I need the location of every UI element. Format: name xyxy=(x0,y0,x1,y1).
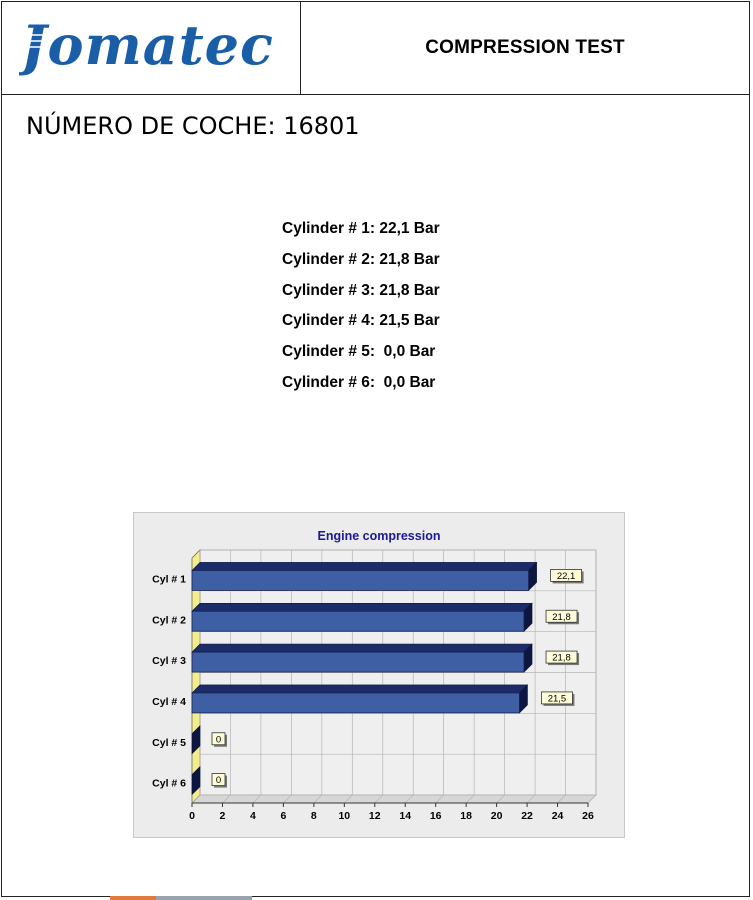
y-category-label: Cyl # 3 xyxy=(152,655,186,668)
x-tick-label: 18 xyxy=(460,810,472,822)
bottom-strip-orange xyxy=(110,896,156,900)
chart-floor xyxy=(192,795,596,803)
y-category-label: Cyl # 6 xyxy=(152,777,186,790)
chart-title: Engine compression xyxy=(317,529,441,543)
x-tick-label: 4 xyxy=(250,810,256,822)
bar xyxy=(192,611,524,631)
data-label: 0 xyxy=(215,775,222,787)
x-tick-label: 10 xyxy=(338,810,351,822)
document-page xyxy=(1,1,750,897)
data-label: 21,8 xyxy=(552,611,571,623)
cylinder-reading-2: Cylinder # 2: 21,8 Bar xyxy=(282,250,440,268)
data-label: 0 xyxy=(215,734,222,746)
y-category-label: Cyl # 1 xyxy=(152,573,186,586)
bar-top xyxy=(192,562,537,570)
bottom-strip-gray xyxy=(156,896,252,900)
cylinder-reading-1: Cylinder # 1: 22,1 Bar xyxy=(282,220,440,237)
bar-top xyxy=(192,685,527,693)
logo-wordmark: Jomatec xyxy=(21,13,274,77)
x-tick-label: 24 xyxy=(551,810,564,822)
y-category-label: Cyl # 4 xyxy=(152,695,186,708)
x-tick-label: 26 xyxy=(582,810,594,822)
compression-chart-svg xyxy=(134,513,624,837)
x-tick-label: 22 xyxy=(521,810,533,822)
data-label: 21,5 xyxy=(547,693,567,705)
x-tick-label: 0 xyxy=(189,810,195,822)
data-label: 21,8 xyxy=(552,652,571,664)
document-header xyxy=(2,2,749,95)
jomatec-logo xyxy=(19,12,294,78)
x-tick-label: 8 xyxy=(310,810,317,822)
title-cell xyxy=(301,2,749,94)
cylinder-reading-5: Cylinder # 5: 0,0 Bar xyxy=(282,343,436,361)
x-tick-label: 6 xyxy=(280,810,287,822)
bar xyxy=(192,693,519,713)
x-tick-label: 20 xyxy=(490,810,503,822)
x-tick-label: 12 xyxy=(368,810,381,822)
y-category-label: Cyl # 5 xyxy=(152,736,186,749)
cylinder-reading-6: Cylinder # 6: 0,0 Bar xyxy=(282,373,436,391)
cylinder-reading-4: Cylinder # 4: 21,5 Bar xyxy=(282,312,440,330)
bar xyxy=(192,570,529,590)
cylinder-readings xyxy=(282,218,440,403)
bar-top xyxy=(192,644,532,652)
cylinder-reading-3: Cylinder # 3: 21,8 Bar xyxy=(282,281,440,299)
car-number: NÚMERO DE COCHE: 16801 xyxy=(26,112,360,140)
bar-top xyxy=(192,603,532,611)
y-category-label: Cyl # 2 xyxy=(152,614,186,627)
document-title: COMPRESSION TEST xyxy=(425,37,625,58)
data-label: 22,1 xyxy=(556,570,576,582)
x-tick-label: 2 xyxy=(219,810,226,822)
x-tick-label: 14 xyxy=(399,810,412,822)
compression-chart xyxy=(133,512,625,838)
x-tick-label: 16 xyxy=(429,810,442,822)
logo-cell xyxy=(2,2,301,94)
bar xyxy=(192,652,524,672)
